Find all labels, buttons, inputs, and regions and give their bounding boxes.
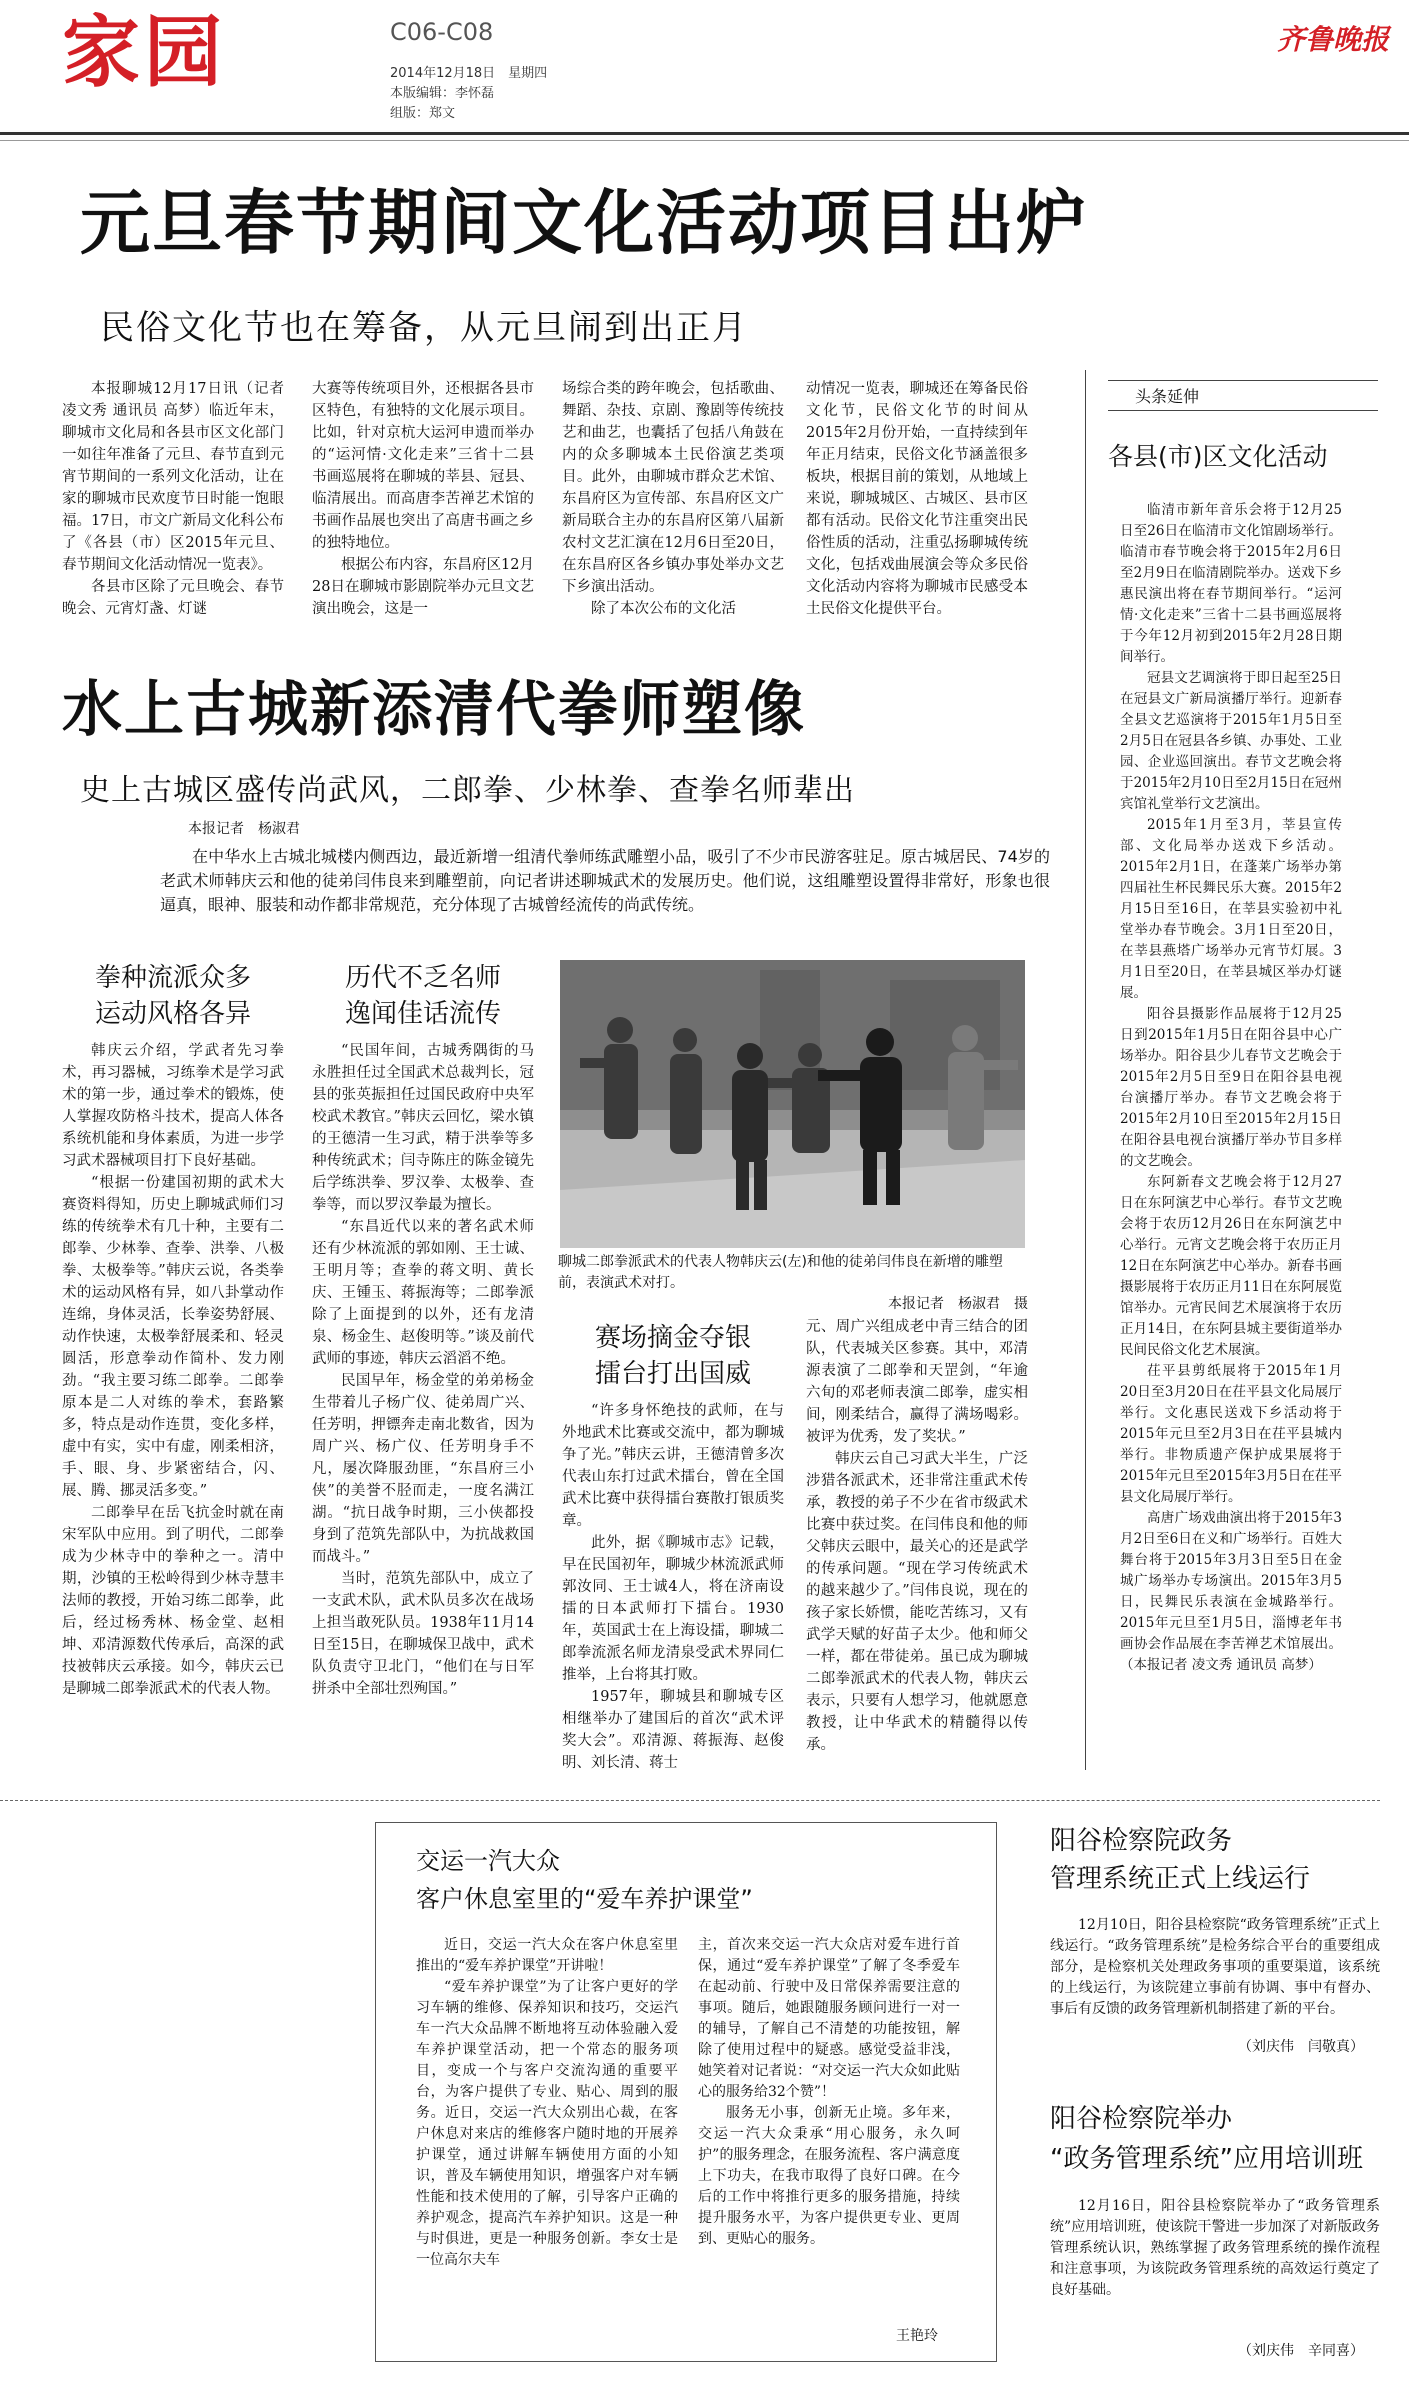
box-col2 — [698, 1935, 960, 2305]
photo-caption — [558, 1252, 1028, 1315]
box-subtitle: 客户休息室里的“爱车养护课堂” — [416, 1885, 753, 1913]
paragraph: 除了本次公布的文化活 — [591, 601, 736, 617]
paragraph: 12月16日，阳谷县检察院举办了“政务管理系统”应用培训班，使该院干警进一步加深了对新版政务管理系统认识，熟练掌握了政务管理系统的操作流程和注意事项，为该院政务管理系统的高效运行奠定了良好基础。 — [1050, 2198, 1380, 2298]
section-title-line: 擂台打出国威 — [594, 1359, 751, 1389]
paragraph: 东阿新春文艺晚会将于12月27日在东阿演艺中心举行。春节文艺晚会将于农历12月26日在东阿演艺中心举行。元宵文艺晚会将于农历正月12日在东阿演艺中心举办。新春书画摄影展将于农历正月11日在东阿展览馆举办。元宵民间艺术展演将于农历正月14日，在东阿县城主要街道举办民间民俗文化艺术展演。 — [1120, 1174, 1342, 1358]
brief2-title: 阳谷检察院举办 — [1050, 2104, 1233, 2134]
article1-col4 — [806, 378, 1028, 658]
article2-lead: 在中华水上古城北城楼内侧西边，最近新增一组清代拳师练武雕塑小品，吸引了不少市民游客驻足。原古城居民、74岁的老武术师韩庆云和他的徒弟闫伟良来到雕塑前，向记者讲述聊城武术的发展历史。他们说，这组雕塑设置得非常好，形象也很逼真，眼神、服装和动作都非常规范，充分体现了古城曾经流传的尚武传统。 — [160, 847, 1050, 914]
photo-credit: 本报记者 杨淑君 摄 — [888, 1296, 1028, 1312]
photo-illustration — [560, 960, 1025, 1248]
section-title: 家园 — [62, 8, 227, 98]
feature-box — [375, 1822, 997, 2362]
brief1-title: 阳谷检察院政务 — [1050, 1826, 1233, 1856]
box-signature: 王艳玲 — [896, 2328, 938, 2344]
article2-col4 — [806, 1316, 1028, 1786]
paragraph: 此外，据《聊城市志》记载，早在民国初年，聊城少林流派武师郭汝同、王士诚4人，将在济南设擂的日本武师打下擂台。1930年，英国武士在上海设擂，聊城二郎拳流派名师龙清泉受武术界同仁推举，上台将其打败。 — [562, 1535, 784, 1683]
sidebar-body — [1120, 500, 1342, 1775]
article2-subhead: 史上古城区盛传尚武风，二郎拳、少林拳、查拳名师辈出 — [80, 773, 855, 808]
section-title-line: 逸闻佳话流传 — [344, 999, 501, 1029]
paragraph: 1957年，聊城县和聊城专区相继举办了建国后的首次“武术评奖大会”。邓清源、蒋振海、赵俊明、刘长清、蒋士 — [562, 1689, 784, 1771]
article1-headline: 元旦春节期间文化活动项目出炉 — [80, 182, 1088, 264]
paragraph: 根据公布内容，东昌府区12月28日在聊城市影剧院举办元旦文艺演出晚会，这是一 — [312, 557, 534, 617]
brief2-body — [1050, 2196, 1380, 2314]
paragraph: “爱车养护课堂”为了让客户更好的学习车辆的维修、保养知识和技巧，交运汽车一汽大众品牌不断地将互动体验融入爱车养护课堂活动，把一个常态的服务项目，变成一个与客户交流沟通的重要平台，为客户提供了专业、贴心、周到的服务。近日，交运一汽大众别出心裁，在客户休息对来店的维修客户随时地的开展养护课堂，通过讲解车辆使用方面的小知识，普及车辆使用知识，增强客户对车辆性能和技术使用的了解，引导客户正确的养护观念，提高汽车养护知识。这是一种与时俱进，更是一种服务创新。李女士是一位高尔夫车 — [416, 1979, 678, 2268]
sidebar-tag-rule — [1108, 410, 1378, 411]
paragraph: “民国年间，古城秀隅街的马永胜担任过全国武术总裁判长，冠县的张英振担任过国民政府中央军校武术教官。”韩庆云回忆，梁水镇的王德清一生习武，精于洪拳等多种传统武术；闫寺陈庄的陈金镜先后学练洪拳、罗汉拳、太极拳、查拳等，而以罗汉拳最为擅长。 — [312, 1043, 534, 1213]
paragraph: 2015年1月至3月，莘县宣传部、文化局举办送戏下乡活动。2015年2月1日，在蓬莱广场举办第四届社生杯民舞民乐大赛。2015年2月15日至16日，在莘县实验初中礼堂举办春节晚会。3月1日至20日，在莘县燕塔广场举办元宵节灯展。3月1日至20日，在莘县城区举办灯谜展。 — [1120, 817, 1342, 1001]
brief1-signature: （刘庆伟 闫敬真） — [1238, 2039, 1364, 2055]
masthead-rule-thin — [0, 140, 1409, 141]
section-title — [312, 960, 534, 1032]
paragraph: “东昌近代以来的著名武术师还有少林流派的郭如刚、王士诚、王明月等；查拳的蒋文明、黄长庆、王锺玉、蒋振海等；二郎拳派除了上面提到的以外，还有龙清泉、杨金生、赵俊明等。”谈及前代武师的事迹，韩庆云滔滔不绝。 — [312, 1219, 534, 1367]
section-divider — [0, 1800, 1380, 1801]
paragraph: 阳谷县摄影作品展将于12月25日到2015年1月5日在阳谷县中心广场举办。阳谷县少儿春节文艺晚会于2015年2月5日至9日在阳谷县电视台演播厅举办。春节文艺晚会将于2015年2月10日至2015年2月15日在阳谷县电视台演播厅举办节目多样的文艺晚会。 — [1120, 1006, 1342, 1169]
paragraph: 本报聊城12月17日讯（记者 凌文秀 通讯员 高梦）临近年末，聊城市文化局和各县市区文化部门一如往年准备了元旦、春节直到元宵节期间的一系列文化活动，让在家的聊城市民欢度节日时能一饱眼福。17日，市文广新局文化科公布了《各县（市）区2015年元旦、春节期间文化活动情况一览表》。 — [62, 381, 284, 573]
paragraph: 二郎拳早在岳飞抗金时就在南宋军队中应用。到了明代，二郎拳成为少林寺中的拳种之一。清中期，沙镇的王松岭得到少林寺慧丰法师的教授，开始习练二郎拳，此后，经过杨秀林、杨金堂、赵相坤、邓清源数代传承后，高深的武技被韩庆云承接。如今，韩庆云已是聊城二郎拳派武术的代表人物。 — [62, 1505, 284, 1697]
paragraph: 韩庆云自己习武大半生，广泛涉猎各派武术，还非常注重武术传承，教授的弟子不少在省市级武术比赛中获过奖。在闫伟良和他的师父韩庆云眼中，最关心的还是武学的传承问题。“现在学习传统武术的越来越少了。”闫伟良说，现在的孩子家长娇惯，能吃苦练习，又有武学天赋的好苗子太少。他和师父一样，都在带徒弟。虽已成为聊城二郎拳派武术的代表人物，韩庆云表示，只要有人想学习，他就愿意教授，让中华武术的精髓得以传承。 — [806, 1451, 1028, 1753]
box-title: 交运一汽大众 — [416, 1847, 560, 1875]
paragraph: 冠县文艺调演将于即日起至25日在冠县文广新局演播厅举行。迎新春全县文艺巡演将于2015年1月5日至2月5日在冠县各乡镇、办事处、工业园、企业巡回演出。春节文艺晚会将于2015年2月10日至2月15日在冠州宾馆礼堂举行文艺演出。 — [1120, 670, 1342, 812]
masthead-rule — [0, 132, 1409, 135]
layout-credit: 组版：郑文 — [390, 106, 456, 121]
newspaper-logo: 齐鲁晚报 — [1276, 23, 1389, 56]
sidebar-headline: 各县(市)区文化活动 — [1108, 442, 1328, 471]
sidebar-top-rule — [1108, 380, 1378, 381]
brief1-body — [1050, 1915, 1380, 2033]
paragraph: “许多身怀绝技的武师，在与外地武术比赛或交流中，都为聊城争了光。”韩庆云讲，王德清曾多次代表山东打过武术擂台，曾在全国武术比赛中获得擂台赛散打银质奖章。 — [562, 1403, 784, 1529]
article2-col3 — [562, 1400, 784, 1780]
paragraph: 当时，范筑先部队中，成立了一支武术队，武术队员多次在战场上担当敢死队员。1938年11月14日至15日，在聊城保卫战中，武术队负责守卫北门，“他们在与日军拼杀中全部壮烈殉国。” — [312, 1571, 534, 1697]
article1-col2 — [312, 378, 534, 658]
page-range: C06-C08 — [390, 18, 494, 46]
paragraph: “根据一份建国初期的武术大赛资料得知，历史上聊城武师们习练的传统拳术有几十种，主要有二郎拳、少林拳、查拳、洪拳、八极拳、太极拳等。”韩庆云说，各类拳术的运动风格有异，如八卦掌动作连绵，身体灵活，长拳姿势舒展、动作快速，太极拳舒展柔和、轻灵圆活，形意拳动作简朴、发力刚劲。“我主要习练二郎拳。二郎拳原本是二人对练的拳术，套路繁多，特点是动作连贯，变化多样，虚中有实，实中有虚，刚柔相济，手、眼、身、步紧密结合，闪、展、腾、挪灵活多变。” — [62, 1175, 284, 1499]
brief1-subtitle: 管理系统正式上线运行 — [1050, 1864, 1311, 1894]
paragraph: 韩庆云介绍，学武者先习拳术，再习器械，习练拳术是学习武术的第一步，通过拳术的锻炼，使人掌握攻防格斗技术，提高人体各系统机能和身体素质，为进一步学习武术器械项目打下良好基础。 — [62, 1043, 284, 1169]
paragraph: 大赛等传统项目外，还根据各县市区特色，有独特的文化展示项目。比如，针对京杭大运河申遗而举办的“运河情·文化走来”三省十二县书画巡展将在聊城的莘县、冠县、临清展出。而高唐李苦禅艺术馆的书画作品展也突出了高唐书画之乡的独特地位。 — [312, 381, 534, 551]
paragraph: 近日，交运一汽大众在客户休息室里推出的“爱车养护课堂”开讲啦！ — [416, 1937, 678, 1974]
brief2-subtitle: “政务管理系统”应用培训班 — [1050, 2144, 1363, 2174]
issue-date: 2014年12月18日 星期四 — [390, 66, 548, 81]
caption-text: 聊城二郎拳派武术的代表人物韩庆云(左)和他的徒弟闫伟良在新增的雕塑前，表演武术对打。 — [558, 1254, 1003, 1291]
section-title — [62, 960, 284, 1032]
sidebar-divider — [1085, 370, 1086, 1770]
article2-col2 — [312, 1040, 534, 1780]
article1-col1 — [62, 378, 284, 658]
paragraph: 茌平县剪纸展将于2015年1月20日至3月20日在茌平县文化局展厅举行。文化惠民送戏下乡活动将于2015年元旦至2月3日在茌平县城内举行。非物质遗产保护成果展将于2015年元旦至2015年3月5日在茌平县文化局展厅举行。 — [1120, 1363, 1342, 1505]
paragraph: 元、周广兴组成老中青三结合的团队，代表城关区参赛。其中，邓清源表演了二郎拳和天罡剑，“年逾六旬的邓老师表演二郎拳，虚实相间，刚柔结合，赢得了满场喝彩。被评为优秀，发了奖状。” — [806, 1319, 1028, 1445]
paragraph: 场综合类的跨年晚会，包括歌曲、舞蹈、杂技、京剧、豫剧等传统技艺和曲艺，也囊括了包括八角鼓在内的众多聊城本土民俗演艺类项目。此外，由聊城市群众艺术馆、东昌府区为宣传部、东昌府区文广新局联合主办的东昌府区第八届新农村文艺汇演在12月6日至20日，在东昌府区各乡镇办事处举办文艺下乡演出活动。 — [562, 381, 784, 595]
section-title — [562, 1320, 784, 1392]
section-title-line: 赛场摘金夺银 — [594, 1323, 751, 1353]
paragraph: 12月10日，阳谷县检察院“政务管理系统”正式上线运行。“政务管理系统”是检务综合平台的重要组成部分，是检察机关处理政务事项的重要渠道，该系统的上线运行，为该院建立事前有协调、事中有督办、事后有反馈的政务管理新机制搭建了新的平台。 — [1050, 1917, 1380, 2017]
article2-col1 — [62, 1040, 284, 1780]
paragraph: 高唐广场戏曲演出将于2015年3月2日至6日在义和广场举行。百姓大舞台将于2015年3月3日至5日在金城广场举办专场演出。2015年3月5日，民舞民乐表演在金城路举行。2015年元旦至1月5日，淄博老年书画协会作品展在李苦禅艺术馆展出。（本报记者 凌文秀 通讯员 高梦） — [1120, 1510, 1342, 1673]
article2-byline: 本报记者 杨淑君 — [188, 821, 300, 837]
paragraph: 服务无小事，创新无止境。多年来，交运一汽大众秉承“用心服务，永久呵护”的服务理念，在服务流程、客户满意度上下功夫，在我市取得了良好口碑。在今后的工作中将推行更多的服务措施，持续提升服务水平，为客户提供更专业、更周到、更贴心的服务。 — [698, 2105, 960, 2247]
paragraph: 民国早年，杨金堂的弟弟杨金生带着儿子杨广仪、徒弟周广兴、任芳明，押镖奔走南北数省，因为周广兴、杨广仪、任芳明身手不凡，屡次降服劲匪，“东昌府三小侠”的美誉不胫而走，一度名满江湖。“抗日战争时期，三小侠都投身到了范筑先部队中，为抗战救国而战斗。” — [312, 1373, 534, 1565]
section-title-line: 运动风格各异 — [94, 999, 251, 1029]
sidebar-tag: 头条延伸 — [1135, 387, 1200, 406]
section-title-line: 拳种流派众多 — [94, 963, 251, 993]
article2-headline: 水上古城新添清代拳师塑像 — [62, 675, 806, 745]
brief2-signature: （刘庆伟 辛同喜） — [1238, 2343, 1364, 2359]
martial-arts-photo — [560, 960, 1025, 1248]
section-title-line: 历代不乏名师 — [344, 963, 501, 993]
paragraph: 临清市新年音乐会将于12月25日至26日在临清市文化馆剧场举行。临清市春节晚会将于2015年2月6日至2月9日在临清剧院举办。送戏下乡惠民演出将在春节期间举行。“运河情·文化走来”三省十二县书画巡展将于今年12月初到2015年2月28日期间举行。 — [1120, 502, 1342, 665]
paragraph: 动情况一览表，聊城还在筹备民俗文化节，民俗文化节的时间从2015年2月份开始，一直持续到年年正月结束，民俗文化节涵盖很多板块，根据目前的策划，从地域上来说，聊城城区、古城区、县市区都有活动。民俗文化节注重突出民俗性质的活动，注重弘扬聊城传统文化，包括戏曲展演会等众多民俗文化活动内容将为聊城市民感受本土民俗文化提供平台。 — [806, 381, 1028, 617]
article1-col3 — [562, 378, 784, 658]
paragraph: 各县市区除了元旦晚会、春节晚会、元宵灯盏、灯谜 — [62, 579, 284, 617]
editor-credit: 本版编辑：李怀磊 — [390, 86, 495, 101]
paragraph: 主，首次来交运一汽大众店对爱车进行首保，通过“爱车养护课堂”了解了冬季爱车在起动前、行驶中及日常保养需要注意的事项。随后，她跟随服务顾问进行一对一的辅导，了解自己不清楚的功能按钮，解除了使用过程中的疑惑。感觉受益非浅，她笑着对记者说：“对交运一汽大众如此贴心的服务给32个赞”！ — [698, 1937, 960, 2100]
article1-subhead: 民俗文化节也在筹备，从元旦闹到出正月 — [100, 308, 748, 348]
box-col1 — [416, 1935, 678, 2353]
